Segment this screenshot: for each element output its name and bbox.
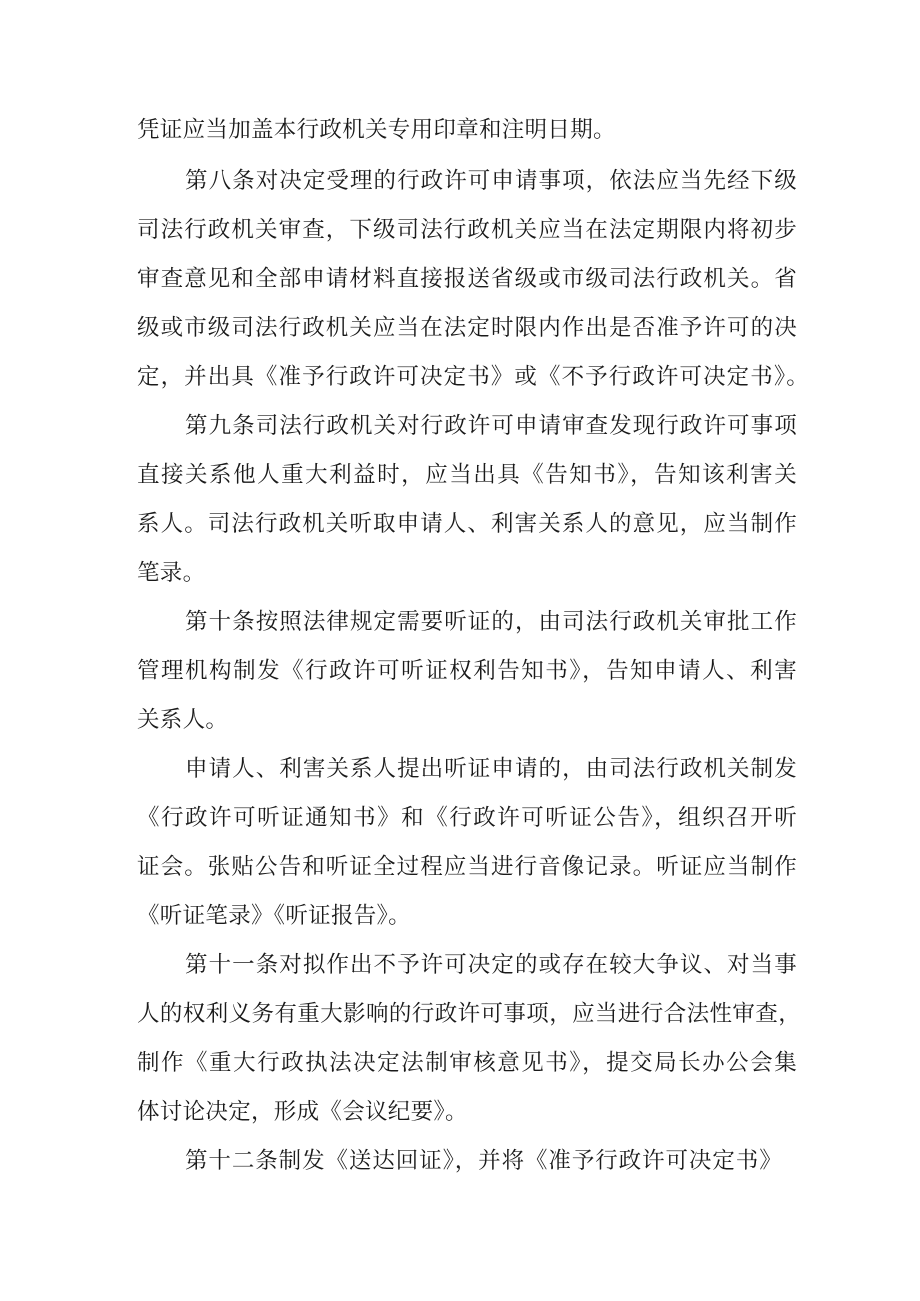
text-line: 司法行政机关审查，下级司法行政机关应当在法定期限内将初步 bbox=[137, 217, 797, 243]
text-line: 人的权利义务有重大影响的行政许可事项，应当进行合法性审查， bbox=[137, 1001, 801, 1027]
text-line: 直接关系他人重大利益时，应当出具《告知书》，告知该利害关 bbox=[137, 462, 797, 488]
paragraph-first-line: 申请人、利害关系人提出听证申请的，由司法行政机关制发 bbox=[185, 756, 797, 782]
paragraph-first-line: 第八条对决定受理的行政许可申请事项，依法应当先经下级 bbox=[185, 168, 797, 194]
text-line: 笔录。 bbox=[137, 560, 206, 586]
text-line: 《听证笔录》《听证报告》。 bbox=[137, 903, 411, 929]
text-line: 系人。司法行政机关听取申请人、利害关系人的意见，应当制作 bbox=[137, 511, 797, 537]
text-line: 体讨论决定，形成《会议纪要》。 bbox=[137, 1099, 468, 1125]
paragraph-first-line: 第十条按照法律规定需要听证的，由司法行政机关审批工作 bbox=[185, 609, 797, 635]
text-line: 审查意见和全部申请材料直接报送省级或市级司法行政机关。省 bbox=[137, 266, 797, 292]
text-line: 级或市级司法行政机关应当在法定时限内作出是否准予许可的决 bbox=[137, 315, 797, 341]
text-line: 管理机构制发《行政许可听证权利告知书》，告知申请人、利害 bbox=[137, 658, 797, 684]
text-line: 关系人。 bbox=[137, 707, 229, 733]
text-line: 证会。张贴公告和听证全过程应当进行音像记录。听证应当制作 bbox=[137, 854, 797, 880]
paragraph-first-line: 第十一条对拟作出不予许可决定的或存在较大争议、对当事 bbox=[185, 952, 797, 978]
text-line: 凭证应当加盖本行政机关专用印章和注明日期。 bbox=[137, 117, 616, 143]
paragraph-first-line: 第十二条制发《送达回证》，并将《准予行政许可决定书》 bbox=[185, 1148, 782, 1174]
text-line: 定，并出具《准予行政许可决定书》或《不予行政许可决定书》。 bbox=[137, 364, 809, 390]
text-line: 《行政许可听证通知书》和《行政许可听证公告》，组织召开听 bbox=[137, 805, 797, 831]
text-line: 制作《重大行政执法决定法制审核意见书》，提交局长办公会集 bbox=[137, 1050, 797, 1076]
paragraph-first-line: 第九条司法行政机关对行政许可申请审查发现行政许可事项 bbox=[185, 413, 797, 439]
